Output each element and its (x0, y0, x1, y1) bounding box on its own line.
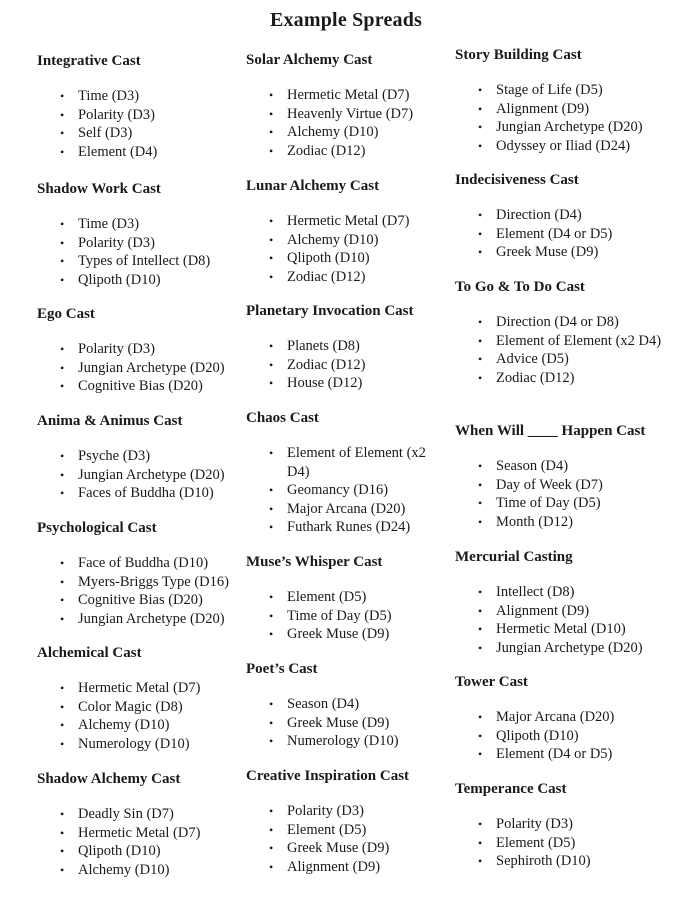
list-item (269, 123, 446, 142)
bullet-icon: • (478, 640, 483, 655)
list-item-text: Polarity (D3) (78, 106, 155, 123)
bullet-icon: • (60, 556, 65, 570)
list-item-text: Time (D3) (78, 216, 140, 232)
bullet-icon: • (60, 360, 65, 375)
bullet-icon: • (60, 736, 65, 751)
list-item-text: Alchemy (D10) (287, 231, 379, 248)
bullet-icon: • (60, 486, 65, 501)
list-item-text: Cognitive Bias (D20) (78, 592, 203, 609)
list-item (60, 252, 242, 271)
bullet-icon: • (269, 143, 274, 158)
list-item (60, 610, 242, 629)
spread-section (246, 767, 446, 876)
list-item (478, 639, 685, 658)
list-item-text: Jungian Archetype (D20) (496, 119, 643, 136)
spread-list (246, 802, 446, 876)
list-item (60, 466, 242, 485)
list-item-text: Day of Week (D7) (496, 476, 603, 493)
bullet-icon: • (478, 208, 483, 222)
spread-list (455, 206, 685, 262)
bullet-icon: • (478, 710, 483, 724)
list-item-text: Advice (D5) (496, 351, 569, 368)
bullet-icon: • (478, 83, 483, 97)
bullet-icon: • (478, 138, 483, 153)
list-item-text: Planets (D8) (287, 338, 360, 354)
list-item (478, 494, 685, 513)
list-item (269, 625, 446, 644)
list-item-text: House (D12) (287, 375, 363, 392)
list-item (478, 225, 685, 244)
spread-list (246, 212, 446, 286)
spread-list (37, 554, 242, 628)
list-item (60, 359, 242, 378)
list-item (60, 447, 242, 466)
list-item-text: Qlipoth (D10) (78, 843, 161, 860)
list-item-text: Jungian Archetype (D20) (78, 359, 225, 376)
list-item-text: Polarity (D3) (287, 803, 364, 819)
list-item (478, 513, 685, 532)
list-item-text: Numerology (D10) (78, 735, 190, 752)
section-heading: To Go & To Do Cast (455, 279, 585, 295)
list-item (60, 591, 242, 610)
spread-list (37, 805, 242, 879)
list-item-text: Alignment (D9) (496, 602, 590, 619)
spread-section (37, 644, 242, 753)
bullet-icon: • (269, 88, 274, 102)
list-item-text: Time of Day (D5) (496, 495, 601, 512)
section-heading: Psychological Cast (37, 520, 157, 536)
list-item (60, 124, 242, 143)
list-item-text: Zodiac (D12) (287, 356, 366, 373)
spread-list (246, 86, 446, 160)
bullet-icon: • (269, 232, 274, 247)
spread-section (246, 553, 446, 644)
bullet-icon: • (478, 603, 483, 618)
list-item-text: Polarity (D3) (78, 341, 155, 357)
list-item (478, 815, 685, 834)
list-item-text: Greek Muse (D9) (287, 840, 390, 857)
list-item (478, 834, 685, 853)
list-item (60, 573, 242, 592)
list-item-text: Intellect (D8) (496, 584, 575, 600)
bullet-icon: • (269, 269, 274, 284)
list-item (269, 444, 446, 481)
bullet-icon: • (478, 747, 483, 762)
list-item (478, 476, 685, 495)
list-item (478, 602, 685, 621)
bullet-icon: • (60, 718, 65, 733)
section-heading: Mercurial Casting (455, 549, 573, 565)
list-item (60, 340, 242, 359)
list-item (60, 554, 242, 573)
bullet-icon: • (478, 835, 483, 850)
list-item (269, 142, 446, 161)
bullet-icon: • (269, 357, 274, 372)
list-item-text: Hermetic Metal (D7) (287, 87, 410, 103)
list-item-text: Direction (D4) (496, 207, 582, 223)
section-heading: Anima & Animus Cast (37, 413, 183, 429)
bullet-icon: • (269, 608, 274, 623)
bullet-icon: • (60, 126, 65, 141)
bullet-icon: • (60, 144, 65, 159)
bullet-icon: • (60, 449, 65, 463)
list-item (269, 714, 446, 733)
list-item-text: Alchemy (D10) (287, 124, 379, 141)
bullet-icon: • (60, 862, 65, 877)
bullet-icon: • (60, 844, 65, 859)
list-item (60, 735, 242, 754)
list-item-text: Myers-Briggs Type (D16) (78, 573, 229, 590)
bullet-icon: • (478, 352, 483, 367)
bullet-icon: • (478, 120, 483, 135)
list-item (478, 118, 685, 137)
list-item (478, 745, 685, 764)
section-heading: Creative Inspiration Cast (246, 768, 410, 784)
bullet-icon: • (269, 376, 274, 391)
list-item-text: Element (D5) (287, 589, 367, 605)
spread-section (246, 302, 446, 393)
list-item-text: Color Magic (D8) (78, 698, 183, 715)
list-item-text: Qlipoth (D10) (78, 271, 161, 288)
list-item (478, 206, 685, 225)
bullet-icon: • (478, 245, 483, 260)
bullet-icon: • (60, 235, 65, 250)
list-item (478, 583, 685, 602)
bullet-icon: • (269, 483, 274, 498)
list-item (269, 231, 446, 250)
list-item (60, 106, 242, 125)
list-item-text: Face of Buddha (D10) (78, 555, 209, 571)
list-item-text: Major Arcana (D20) (287, 500, 406, 517)
list-item (478, 708, 685, 727)
list-item-text: Zodiac (D12) (287, 268, 366, 285)
page-title: Example Spreads (269, 9, 423, 31)
list-item (60, 143, 242, 162)
section-heading: Temperance Cast (455, 781, 567, 797)
spread-section (246, 177, 446, 286)
list-item-text: Time of Day (D5) (287, 607, 392, 624)
list-item-text: Element of Element (x2 D4) (287, 445, 426, 480)
list-item (478, 81, 685, 100)
list-item (269, 802, 446, 821)
section-heading: When Will ____ Happen Cast (455, 423, 646, 439)
list-item (269, 839, 446, 858)
list-item (60, 679, 242, 698)
spread-list (455, 313, 685, 387)
section-heading: Shadow Work Cast (37, 181, 161, 197)
list-item (269, 695, 446, 714)
spread-section (37, 412, 242, 503)
list-item (478, 369, 685, 388)
spread-section (37, 305, 242, 396)
list-item (60, 861, 242, 880)
list-item-text: Types of Intellect (D8) (78, 253, 211, 270)
list-item (269, 821, 446, 840)
bullet-icon: • (60, 611, 65, 626)
bullet-icon: • (269, 697, 274, 711)
bullet-icon: • (269, 590, 274, 604)
bullet-icon: • (269, 501, 274, 516)
list-item (60, 716, 242, 735)
bullet-icon: • (478, 854, 483, 869)
bullet-icon: • (60, 681, 65, 695)
spread-list (455, 583, 685, 657)
bullet-icon: • (60, 593, 65, 608)
list-item (60, 234, 242, 253)
bullet-icon: • (60, 574, 65, 589)
bullet-icon: • (269, 822, 274, 837)
bullet-icon: • (478, 370, 483, 385)
bullet-icon: • (60, 217, 65, 231)
spread-section (246, 409, 446, 537)
spread-list (246, 444, 446, 537)
list-item-text: Polarity (D3) (78, 234, 155, 251)
list-item-text: Hermetic Metal (D7) (78, 824, 201, 841)
spread-section (455, 422, 685, 531)
list-item-text: Alignment (D9) (496, 100, 590, 117)
list-item (478, 332, 685, 351)
section-heading: Solar Alchemy Cast (246, 52, 373, 68)
list-item (478, 243, 685, 262)
list-item (269, 588, 446, 607)
list-item (269, 212, 446, 231)
bullet-icon: • (269, 859, 274, 874)
list-item (269, 732, 446, 751)
list-item (478, 313, 685, 332)
list-item-text: Alignment (D9) (287, 858, 381, 875)
bullet-icon: • (478, 333, 483, 348)
list-item-text: Cognitive Bias (D20) (78, 378, 203, 395)
section-heading: Integrative Cast (37, 53, 141, 69)
list-item-text: Direction (D4 or D8) (496, 314, 619, 330)
list-item-text: Element (D4 or D5) (496, 225, 613, 242)
spread-list (246, 588, 446, 644)
list-item-text: Self (D3) (78, 125, 133, 142)
list-item-text: Alchemy (D10) (78, 717, 170, 734)
list-item-text: Qlipoth (D10) (287, 250, 370, 267)
list-item-text: Major Arcana (D20) (496, 709, 615, 725)
bullet-icon: • (60, 699, 65, 714)
list-item (60, 805, 242, 824)
list-item (478, 620, 685, 639)
bullet-icon: • (269, 339, 274, 353)
bullet-icon: • (478, 477, 483, 492)
section-heading: Shadow Alchemy Cast (37, 771, 181, 787)
list-item-text: Hermetic Metal (D7) (78, 680, 201, 696)
bullet-icon: • (60, 807, 65, 821)
bullet-icon: • (478, 459, 483, 473)
spread-section (37, 180, 242, 289)
list-item-text: Greek Muse (D9) (287, 626, 390, 643)
bullet-icon: • (478, 315, 483, 329)
list-item-text: Element (D4) (78, 143, 158, 160)
bullet-icon: • (60, 272, 65, 287)
bullet-icon: • (269, 446, 274, 460)
list-item (60, 377, 242, 396)
list-item (60, 484, 242, 503)
list-item-text: Zodiac (D12) (496, 369, 575, 386)
list-item-text: Season (D4) (287, 696, 360, 712)
spread-list (455, 457, 685, 531)
list-item (269, 858, 446, 877)
bullet-icon: • (269, 106, 274, 121)
list-item (269, 374, 446, 393)
spread-section (37, 770, 242, 879)
bullet-icon: • (478, 585, 483, 599)
spread-list (246, 695, 446, 751)
bullet-icon: • (60, 107, 65, 122)
spread-list (455, 708, 685, 764)
list-item-text: Hermetic Metal (D7) (287, 213, 410, 229)
list-item-text: Odyssey or Iliad (D24) (496, 137, 631, 154)
list-item-text: Alchemy (D10) (78, 861, 170, 878)
section-heading: Lunar Alchemy Cast (246, 178, 380, 194)
spread-section (455, 673, 685, 764)
bullet-icon: • (60, 342, 65, 356)
spread-list (37, 447, 242, 503)
list-item-text: Greek Muse (D9) (496, 244, 599, 261)
list-item (269, 337, 446, 356)
list-item (269, 607, 446, 626)
spread-section (455, 171, 685, 262)
bullet-icon: • (269, 734, 274, 749)
spread-list (455, 81, 685, 155)
bullet-icon: • (60, 379, 65, 394)
list-item-text: Heavenly Virtue (D7) (287, 105, 414, 122)
list-item (269, 518, 446, 537)
bullet-icon: • (60, 89, 65, 103)
spread-section (37, 52, 242, 161)
list-item-text: Element (D5) (287, 821, 367, 838)
spread-section (37, 519, 242, 628)
list-item (478, 350, 685, 369)
list-item (60, 271, 242, 290)
list-item-text: Sephiroth (D10) (496, 853, 591, 870)
list-item-text: Stage of Life (D5) (496, 82, 603, 98)
bullet-icon: • (269, 251, 274, 266)
list-item-text: Month (D12) (496, 513, 573, 530)
list-item-text: Numerology (D10) (287, 733, 399, 750)
list-item-text: Jungian Archetype (D20) (78, 466, 225, 483)
bullet-icon: • (478, 496, 483, 511)
list-item-text: Futhark Runes (D24) (287, 519, 411, 536)
list-item (478, 727, 685, 746)
bullet-icon: • (269, 125, 274, 140)
list-item-text: Jungian Archetype (D20) (496, 639, 643, 656)
section-heading: Tower Cast (455, 674, 528, 690)
bullet-icon: • (269, 520, 274, 535)
list-item (60, 87, 242, 106)
spread-section (455, 46, 685, 155)
list-item (478, 852, 685, 871)
spread-section (455, 278, 685, 387)
spread-section (455, 548, 685, 657)
spread-list (37, 340, 242, 396)
section-heading: Chaos Cast (246, 410, 319, 426)
bullet-icon: • (269, 715, 274, 730)
list-item-text: Element of Element (x2 D4) (496, 332, 662, 349)
list-item-text: Faces of Buddha (D10) (78, 485, 214, 502)
section-heading: Poet’s Cast (246, 661, 318, 677)
section-heading: Story Building Cast (455, 47, 582, 63)
bullet-icon: • (478, 514, 483, 529)
spread-list (246, 337, 446, 393)
spread-section (246, 51, 446, 160)
list-item-text: Geomancy (D16) (287, 482, 389, 499)
list-item (60, 824, 242, 843)
list-item-text: Deadly Sin (D7) (78, 806, 174, 822)
spread-section (246, 660, 446, 751)
section-heading: Muse’s Whisper Cast (246, 554, 383, 570)
spread-section (455, 780, 685, 871)
list-item-text: Polarity (D3) (496, 816, 573, 832)
bullet-icon: • (269, 804, 274, 818)
list-item (269, 268, 446, 287)
bullet-icon: • (478, 622, 483, 637)
list-item-text: Time (D3) (78, 88, 140, 104)
bullet-icon: • (60, 254, 65, 269)
list-item-text: Element (D4 or D5) (496, 746, 613, 763)
bullet-icon: • (269, 841, 274, 856)
section-heading: Planetary Invocation Cast (246, 303, 414, 319)
spread-list (455, 815, 685, 871)
section-heading: Indecisiveness Cast (455, 172, 579, 188)
bullet-icon: • (269, 627, 274, 642)
list-item-text: Psyche (D3) (78, 448, 151, 464)
list-item (269, 481, 446, 500)
list-item (478, 100, 685, 119)
list-item-text: Element (D5) (496, 834, 576, 851)
list-item (269, 249, 446, 268)
spread-list (37, 215, 242, 289)
bullet-icon: • (269, 214, 274, 228)
bullet-icon: • (478, 817, 483, 831)
list-item (478, 457, 685, 476)
list-item-text: Hermetic Metal (D10) (496, 621, 626, 638)
bullet-icon: • (478, 728, 483, 743)
list-item (60, 698, 242, 717)
bullet-icon: • (478, 226, 483, 241)
list-item-text: Jungian Archetype (D20) (78, 610, 225, 627)
list-item (269, 86, 446, 105)
list-item (269, 356, 446, 375)
list-item (269, 105, 446, 124)
section-heading: Alchemical Cast (37, 645, 142, 661)
bullet-icon: • (478, 101, 483, 116)
list-item-text: Qlipoth (D10) (496, 727, 579, 744)
list-item (478, 137, 685, 156)
list-item (269, 500, 446, 519)
spread-list (37, 87, 242, 161)
list-item (60, 842, 242, 861)
bullet-icon: • (60, 467, 65, 482)
bullet-icon: • (60, 825, 65, 840)
list-item (60, 215, 242, 234)
list-item-text: Season (D4) (496, 458, 569, 474)
list-item-text: Greek Muse (D9) (287, 714, 390, 731)
list-item-text: Zodiac (D12) (287, 142, 366, 159)
section-heading: Ego Cast (37, 306, 95, 322)
spread-list (37, 679, 242, 753)
